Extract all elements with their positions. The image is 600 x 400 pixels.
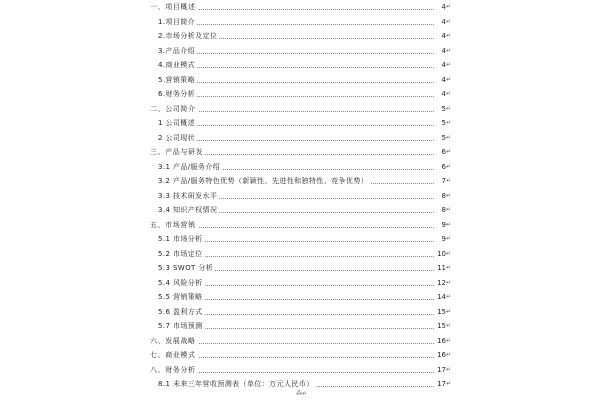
toc-entry-title: 八、财务分析 — [150, 365, 196, 374]
toc-entry-title: 三、产品与研发 — [150, 148, 204, 156]
toc-page-number: 17 — [434, 378, 446, 390]
paragraph-mark-icon: ↵ — [446, 264, 452, 271]
toc-subsection-entry[interactable] — [0, 378, 600, 390]
toc-subsection-entry[interactable] — [0, 277, 600, 289]
paragraph-mark-icon: ↵ — [446, 32, 452, 39]
toc-page-number: 8 — [434, 190, 446, 202]
toc-subsection-entry[interactable] — [0, 190, 600, 202]
toc-page-number: 12 — [434, 277, 446, 289]
toc-entry-title: 5.营销策略 — [158, 75, 196, 84]
paragraph-mark-icon: ↵ — [446, 17, 452, 25]
toc-subsection-entry[interactable] — [0, 320, 600, 332]
paragraph-mark-icon: ↵ — [446, 249, 452, 257]
toc-dot-leader — [158, 82, 436, 83]
toc-subsection-entry[interactable] — [0, 30, 600, 42]
toc-subsection-entry[interactable] — [0, 88, 600, 100]
toc-dot-leader — [158, 24, 436, 25]
toc-entry-title: 6.财务分析 — [158, 90, 196, 98]
paragraph-mark-icon: ↵ — [446, 177, 452, 184]
toc-page-number: 5 — [434, 103, 446, 115]
toc-page-number: 9 — [434, 233, 446, 245]
toc-subsection-entry[interactable] — [0, 161, 600, 173]
toc-page-number: 7 — [434, 175, 446, 187]
paragraph-mark-icon: ↵ — [446, 278, 452, 286]
toc-subsection-entry[interactable] — [0, 262, 600, 274]
toc-subsection-entry[interactable] — [0, 74, 600, 86]
paragraph-mark-icon: ↵ — [446, 365, 452, 373]
toc-entry-title: 五、市场营销 — [150, 220, 196, 229]
paragraph-mark-icon: ↵ — [446, 293, 452, 300]
toc-entry-title: 1 公司概述 — [158, 119, 196, 127]
toc-page-number: 4 — [434, 59, 446, 71]
toc-page-number: 4 — [434, 88, 446, 100]
paragraph-mark-icon: ↵ — [446, 148, 452, 155]
toc-subsection-entry[interactable] — [0, 132, 600, 144]
paragraph-mark-icon: ↵ — [446, 235, 452, 242]
toc-entry-title: 5.6 盈利方式 — [158, 307, 203, 316]
toc-entry-title: 1.项目简介 — [158, 17, 196, 26]
toc-page-number: 4 — [434, 74, 446, 86]
toc-page-number: 6 — [434, 146, 446, 158]
toc-entry-title: 5.5 营销策略 — [158, 293, 203, 301]
toc-page-number: 11 — [434, 262, 446, 274]
paragraph-mark-icon: ↵ — [446, 61, 452, 68]
toc-entry-title: 3.1 产品/服务介绍 — [158, 162, 221, 171]
toc-entry-title: 5.7 市场预测 — [158, 322, 203, 330]
toc-entry-title: 3.3 技术研发水平 — [158, 191, 218, 200]
toc-page-number: 4 — [434, 30, 446, 42]
toc-section-entry[interactable] — [0, 1, 600, 13]
toc-section-entry[interactable] — [0, 219, 600, 231]
page-break-mark: ⁂↵ — [296, 390, 308, 397]
toc-dot-leader — [158, 125, 436, 126]
toc-page-number: 4 — [434, 16, 446, 28]
toc-entry-title: 3.2 产品/服务特色优势（新颖性、先进性和独特性、竞争优势） — [158, 177, 369, 185]
toc-entry-title: 3.4 知识产权情况 — [158, 206, 218, 214]
toc-page-number: 16 — [434, 349, 446, 361]
toc-subsection-entry[interactable] — [0, 45, 600, 57]
toc-entry-title: 5.1 市场分析 — [158, 235, 203, 243]
toc-entry-title: 2.市场分析及定位 — [158, 32, 218, 40]
toc-page-number: 4 — [434, 1, 446, 13]
paragraph-mark-icon: ↵ — [446, 351, 452, 358]
toc-page-number: 6 — [434, 161, 446, 173]
paragraph-mark-icon: ↵ — [446, 380, 452, 387]
toc-dot-leader — [158, 67, 436, 68]
toc-page-number: 10 — [434, 248, 446, 260]
paragraph-mark-icon: ↵ — [446, 336, 452, 344]
paragraph-mark-icon: ↵ — [446, 119, 452, 126]
toc-page-number: 15 — [434, 320, 446, 332]
paragraph-mark-icon: ↵ — [446, 322, 452, 329]
paragraph-mark-icon: ↵ — [446, 191, 452, 199]
toc-entry-title: 七、商业模式 — [150, 351, 196, 359]
toc-page-number: 16 — [434, 335, 446, 347]
toc-entry-title: 3.产品介绍 — [158, 46, 196, 55]
paragraph-mark-icon: ↵ — [446, 104, 452, 112]
toc-entry-title: 二、公司简介 — [150, 104, 196, 113]
toc-page-number: 5 — [434, 132, 446, 144]
paragraph-mark-icon: ↵ — [446, 220, 452, 228]
toc-subsection-entry[interactable] — [0, 248, 600, 260]
paragraph-mark-icon: ↵ — [446, 162, 452, 170]
toc-section-entry[interactable] — [0, 364, 600, 376]
paragraph-mark-icon: ↵ — [446, 46, 452, 54]
toc-entry-title: 5.2 市场定位 — [158, 249, 203, 258]
toc-entry-title: 4.商业模式 — [158, 61, 196, 69]
paragraph-mark-icon: ↵ — [446, 75, 452, 83]
toc-subsection-entry[interactable] — [0, 291, 600, 303]
toc-page-number: 4 — [434, 45, 446, 57]
toc-page-number: 17 — [434, 364, 446, 376]
toc-page-number: 5 — [434, 117, 446, 129]
toc-entry-title: 2 公司现状 — [158, 133, 196, 142]
toc-subsection-entry[interactable] — [0, 117, 600, 129]
paragraph-mark-icon: ↵ — [446, 90, 452, 97]
toc-section-entry[interactable] — [0, 335, 600, 347]
toc-entry-title: 8.1 未来三年营收预测表（单位：万元人民币） — [158, 380, 314, 388]
toc-page-number: 9 — [434, 219, 446, 231]
toc-dot-leader — [158, 140, 436, 141]
paragraph-mark-icon: ↵ — [446, 133, 452, 141]
toc-subsection-entry[interactable] — [0, 59, 600, 71]
toc-section-entry[interactable] — [0, 103, 600, 115]
toc-dot-leader — [158, 96, 436, 97]
toc-entry-title: 5.3 SWOT 分析 — [158, 264, 214, 272]
toc-entry-title: 一、项目概述 — [150, 3, 196, 11]
paragraph-mark-icon: ↵ — [446, 3, 452, 10]
toc-section-entry[interactable] — [0, 146, 600, 158]
paragraph-mark-icon: ↵ — [446, 206, 452, 213]
toc-section-entry[interactable] — [0, 349, 600, 361]
toc-entry-title: 六、发展战略 — [150, 336, 196, 345]
toc-subsection-entry[interactable] — [0, 233, 600, 245]
toc-dot-leader — [158, 53, 436, 54]
toc-subsection-entry[interactable] — [0, 175, 600, 187]
toc-subsection-entry[interactable] — [0, 204, 600, 216]
toc-page-number: 8 — [434, 204, 446, 216]
toc-page-number: 15 — [434, 306, 446, 318]
paragraph-mark-icon: ↵ — [446, 307, 452, 315]
toc-entry-title: 5.4 风险分析 — [158, 278, 203, 287]
toc-subsection-entry[interactable] — [0, 16, 600, 28]
toc-page-number: 14 — [434, 291, 446, 303]
toc-subsection-entry[interactable] — [0, 306, 600, 318]
